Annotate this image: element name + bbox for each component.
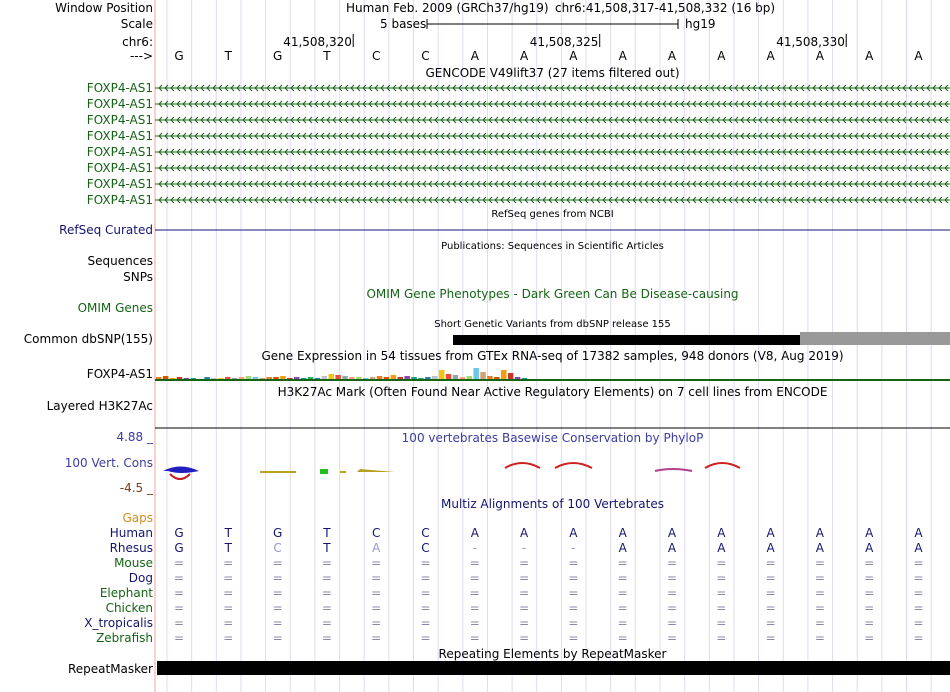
multiz-base: = [666, 556, 678, 570]
multiz-base: = [371, 616, 382, 630]
multiz-base: A [667, 526, 677, 540]
multiz-base: = [913, 601, 924, 615]
window-position-label: Window Position [55, 1, 153, 15]
scale-db: hg19 [685, 17, 716, 31]
ruler-tick-label: 41,508,320 [283, 35, 352, 49]
multiz-base: = [272, 631, 283, 645]
multiz-base: A [618, 541, 627, 555]
dbsnp-label[interactable]: Common dbSNP(155) [23, 332, 153, 346]
repeatmasker-label[interactable]: RepeatMasker [67, 662, 153, 676]
multiz-base: = [469, 571, 480, 585]
chrom-label: chr6: [122, 35, 153, 49]
multiz-base: = [371, 571, 382, 585]
multiz-base: = [765, 631, 776, 645]
gencode-item-label[interactable]: FOXP4-AS1 [86, 161, 153, 175]
multiz-base: = [666, 631, 678, 645]
multiz-base: C [421, 526, 430, 540]
gtex-tissue-bar [501, 370, 507, 380]
ruler-tick-label: 41,508,325 [529, 35, 599, 49]
multiz-base: = [864, 556, 875, 570]
multiz-base: = [173, 616, 185, 630]
h3k27ac-label[interactable]: Layered H3K27Ac [46, 399, 153, 413]
multiz-base: = [716, 616, 727, 630]
gencode-track-title: GENCODE V49lift37 (27 items filtered out) [425, 66, 680, 80]
multiz-base: = [568, 601, 579, 615]
multiz-species-label[interactable]: Human [109, 526, 153, 540]
h3k27ac-track-title: H3K27Ac Mark (Often Found Near Active Regulatory Elements) on 7 cell lines from ENCODE [277, 385, 828, 399]
multiz-base: = [864, 601, 875, 615]
gtex-tissue-bar [439, 370, 445, 380]
multiz-base: = [666, 616, 678, 630]
multiz-base: = [519, 631, 530, 645]
multiz-base: G [272, 526, 283, 540]
ruler-base: T [323, 49, 331, 63]
phylop-glyph-purple [655, 469, 692, 471]
refseq-label[interactable]: RefSeq Curated [59, 223, 153, 237]
multiz-base: = [519, 616, 530, 630]
ruler-base: A [717, 49, 726, 63]
gencode-item-label[interactable]: FOXP4-AS1 [86, 145, 153, 159]
multiz-base: = [272, 601, 283, 615]
multiz-base: A [717, 526, 726, 540]
multiz-base: A [865, 541, 874, 555]
multiz-base: A [914, 526, 923, 540]
multiz-base: = [617, 571, 628, 585]
multiz-base: C [273, 541, 282, 555]
multiz-base: = [420, 601, 431, 615]
multiz-base: = [716, 556, 727, 570]
multiz-base: = [814, 601, 825, 615]
multiz-base: = [321, 616, 332, 630]
multiz-base: = [321, 601, 332, 615]
multiz-base: - [472, 541, 477, 555]
multiz-base: = [173, 601, 185, 615]
strand-label: ---> [129, 49, 153, 63]
multiz-base: - [521, 541, 527, 555]
multiz-base: = [568, 586, 579, 600]
multiz-base: T [323, 526, 331, 540]
multiz-base: = [223, 571, 234, 585]
multiz-base: C [371, 526, 381, 540]
multiz-base: = [371, 586, 382, 600]
phylop-min-label: -4.5 _ [119, 481, 153, 495]
multiz-base: = [814, 556, 825, 570]
multiz-base: = [716, 601, 727, 615]
multiz-gaps-label[interactable]: Gaps [122, 511, 153, 525]
multiz-base: = [420, 616, 431, 630]
multiz-base: = [519, 556, 530, 570]
scale-label: Scale [120, 17, 153, 31]
multiz-base: T [224, 541, 232, 555]
multiz-base: = [321, 631, 332, 645]
ruler-base: A [618, 49, 627, 63]
multiz-base: = [765, 571, 776, 585]
phylop-max-label: 4.88 _ [116, 430, 153, 444]
gencode-item-label[interactable]: FOXP4-AS1 [86, 129, 153, 143]
multiz-base: = [666, 586, 678, 600]
phylop-glyph-green [320, 469, 328, 474]
multiz-base: T [323, 541, 331, 555]
multiz-base: = [469, 616, 480, 630]
multiz-base: = [765, 556, 776, 570]
omim-track-title: OMIM Gene Phenotypes - Dark Green Can Be Disease-causing [366, 287, 739, 301]
multiz-base: = [173, 571, 185, 585]
ruler-base: A [667, 49, 677, 63]
gtex-tissue-bar [480, 372, 486, 380]
multiz-base: = [913, 556, 924, 570]
multiz-base: = [568, 556, 579, 570]
multiz-base: = [913, 571, 924, 585]
multiz-base: = [223, 556, 234, 570]
multiz-species-label[interactable]: Chicken [105, 601, 153, 615]
multiz-base: C [421, 541, 430, 555]
multiz-base: = [371, 556, 382, 570]
multiz-base: = [913, 631, 924, 645]
multiz-base: = [814, 571, 825, 585]
multiz-base: = [371, 601, 382, 615]
multiz-base: G [174, 541, 184, 555]
multiz-base: = [519, 586, 530, 600]
gtex-track-title: Gene Expression in 54 tissues from GTEx RNA-seq of 17382 samples, 948 donors (V8, Aug 2019) [261, 349, 844, 363]
multiz-base: = [617, 586, 628, 600]
multiz-base: = [568, 616, 579, 630]
ruler-base: A [470, 49, 479, 63]
ruler-base: G [272, 49, 283, 63]
multiz-base: - [571, 541, 576, 555]
multiz-base: = [321, 571, 332, 585]
multiz-base: = [223, 616, 234, 630]
multiz-base: = [617, 556, 628, 570]
multiz-base: A [766, 541, 775, 555]
multiz-base: = [814, 616, 825, 630]
phylop-glyph-blue [163, 467, 199, 474]
phylop-glyph-red-low [170, 474, 190, 479]
multiz-base: = [420, 556, 431, 570]
gencode-item-label[interactable]: FOXP4-AS1 [86, 97, 153, 111]
multiz-base: = [272, 556, 283, 570]
ruler-base: A [766, 49, 775, 63]
multiz-base: = [519, 601, 530, 615]
multiz-base: = [568, 571, 579, 585]
phylop-label[interactable]: 100 Vert. Cons [64, 456, 153, 470]
multiz-base: = [173, 631, 185, 645]
multiz-base: A [766, 526, 775, 540]
multiz-base: A [569, 526, 578, 540]
multiz-base: = [272, 616, 283, 630]
ruler-base: A [914, 49, 923, 63]
multiz-base: T [224, 526, 232, 540]
repeatmasker-bar [157, 661, 950, 675]
multiz-base: = [272, 586, 283, 600]
multiz-base: = [617, 631, 628, 645]
multiz-base: = [469, 601, 480, 615]
multiz-base: = [716, 586, 727, 600]
multiz-base: = [814, 631, 825, 645]
multiz-base: = [765, 601, 776, 615]
multiz-base: = [321, 586, 332, 600]
multiz-species-label[interactable]: Elephant [99, 586, 153, 600]
multiz-base: = [223, 586, 234, 600]
window-position[interactable]: chr6:41,508,317-41,508,332 (16 bp) [555, 1, 776, 15]
multiz-base: = [765, 616, 776, 630]
multiz-base: A [914, 541, 923, 555]
multiz-base: = [814, 586, 825, 600]
assembly-title: Human Feb. 2009 (GRCh37/hg19) [346, 1, 549, 15]
multiz-base: G [174, 526, 184, 540]
phylop-glyph-red-1 [505, 463, 540, 468]
ruler-base: T [224, 49, 232, 63]
multiz-base: = [469, 586, 480, 600]
phylop-track-title: 100 vertebrates Basewise Conservation by PhyloP [401, 431, 704, 445]
gencode-item-label[interactable]: FOXP4-AS1 [86, 177, 153, 191]
multiz-base: = [223, 631, 234, 645]
multiz-base: = [469, 556, 480, 570]
multiz-base: = [864, 586, 875, 600]
multiz-base: = [223, 601, 234, 615]
multiz-base: = [617, 601, 628, 615]
ruler-tick-label: 41,508,330 [776, 35, 845, 49]
ruler-base: G [174, 49, 184, 63]
scale-text: 5 bases [380, 17, 427, 31]
multiz-base: = [519, 571, 530, 585]
multiz-base: A [667, 541, 677, 555]
multiz-track-title: Multiz Alignments of 100 Vertebrates [440, 497, 665, 511]
multiz-base: = [716, 631, 727, 645]
ruler-base: A [815, 49, 824, 63]
multiz-base: = [913, 586, 924, 600]
publications-snps-label[interactable]: SNPs [123, 270, 153, 284]
ruler-base: A [569, 49, 578, 63]
multiz-base: = [321, 556, 332, 570]
multiz-base: = [173, 556, 185, 570]
multiz-base: A [815, 526, 824, 540]
gtex-label[interactable]: FOXP4-AS1 [86, 367, 153, 381]
multiz-base: A [815, 541, 824, 555]
multiz-species-label[interactable]: Zebrafish [96, 631, 153, 645]
repeatmasker-track-title: Repeating Elements by RepeatMasker [438, 647, 667, 661]
gtex-tissue-bar [473, 368, 479, 380]
omim-label[interactable]: OMIM Genes [77, 301, 153, 315]
multiz-base: = [716, 571, 727, 585]
multiz-base: A [717, 541, 726, 555]
multiz-base: = [864, 571, 875, 585]
refseq-track-title: RefSeq genes from NCBI [491, 209, 614, 220]
multiz-base: A [865, 526, 874, 540]
gtex-tissue-bar [508, 373, 514, 380]
dbsnp-track-title: Short Genetic Variants from dbSNP release 155 [434, 319, 671, 330]
multiz-base: = [568, 631, 579, 645]
multiz-species-label[interactable]: Rhesus [109, 541, 153, 555]
ruler-base: C [371, 49, 381, 63]
publications-sequences-label[interactable]: Sequences [87, 254, 153, 268]
multiz-species-label[interactable]: Mouse [114, 556, 153, 570]
multiz-base: = [765, 586, 776, 600]
multiz-base: = [864, 616, 875, 630]
multiz-base: = [420, 571, 431, 585]
gencode-item-label[interactable]: FOXP4-AS1 [86, 81, 153, 95]
phylop-glyph-red-3 [705, 463, 740, 468]
multiz-base: = [420, 631, 431, 645]
multiz-base: = [469, 631, 480, 645]
multiz-species-label[interactable]: Dog [128, 571, 153, 585]
gencode-item-label[interactable]: FOXP4-AS1 [86, 193, 153, 207]
multiz-species-label[interactable]: X_tropicalis [84, 616, 153, 630]
multiz-base: = [272, 571, 283, 585]
multiz-base: A [372, 541, 381, 555]
ruler-base: A [865, 49, 874, 63]
publications-track-title: Publications: Sequences in Scientific Articles [441, 241, 664, 252]
multiz-base: = [864, 631, 875, 645]
multiz-base: A [470, 526, 479, 540]
multiz-base: = [617, 616, 628, 630]
multiz-base: A [618, 526, 627, 540]
multiz-base: = [420, 586, 431, 600]
multiz-base: A [519, 526, 529, 540]
multiz-base: = [666, 601, 678, 615]
gencode-item-label[interactable]: FOXP4-AS1 [86, 113, 153, 127]
multiz-base: = [173, 586, 185, 600]
multiz-base: = [666, 571, 678, 585]
multiz-base: = [371, 631, 382, 645]
multiz-base: = [913, 616, 924, 630]
ruler-base: A [519, 49, 529, 63]
ruler-base: C [421, 49, 430, 63]
